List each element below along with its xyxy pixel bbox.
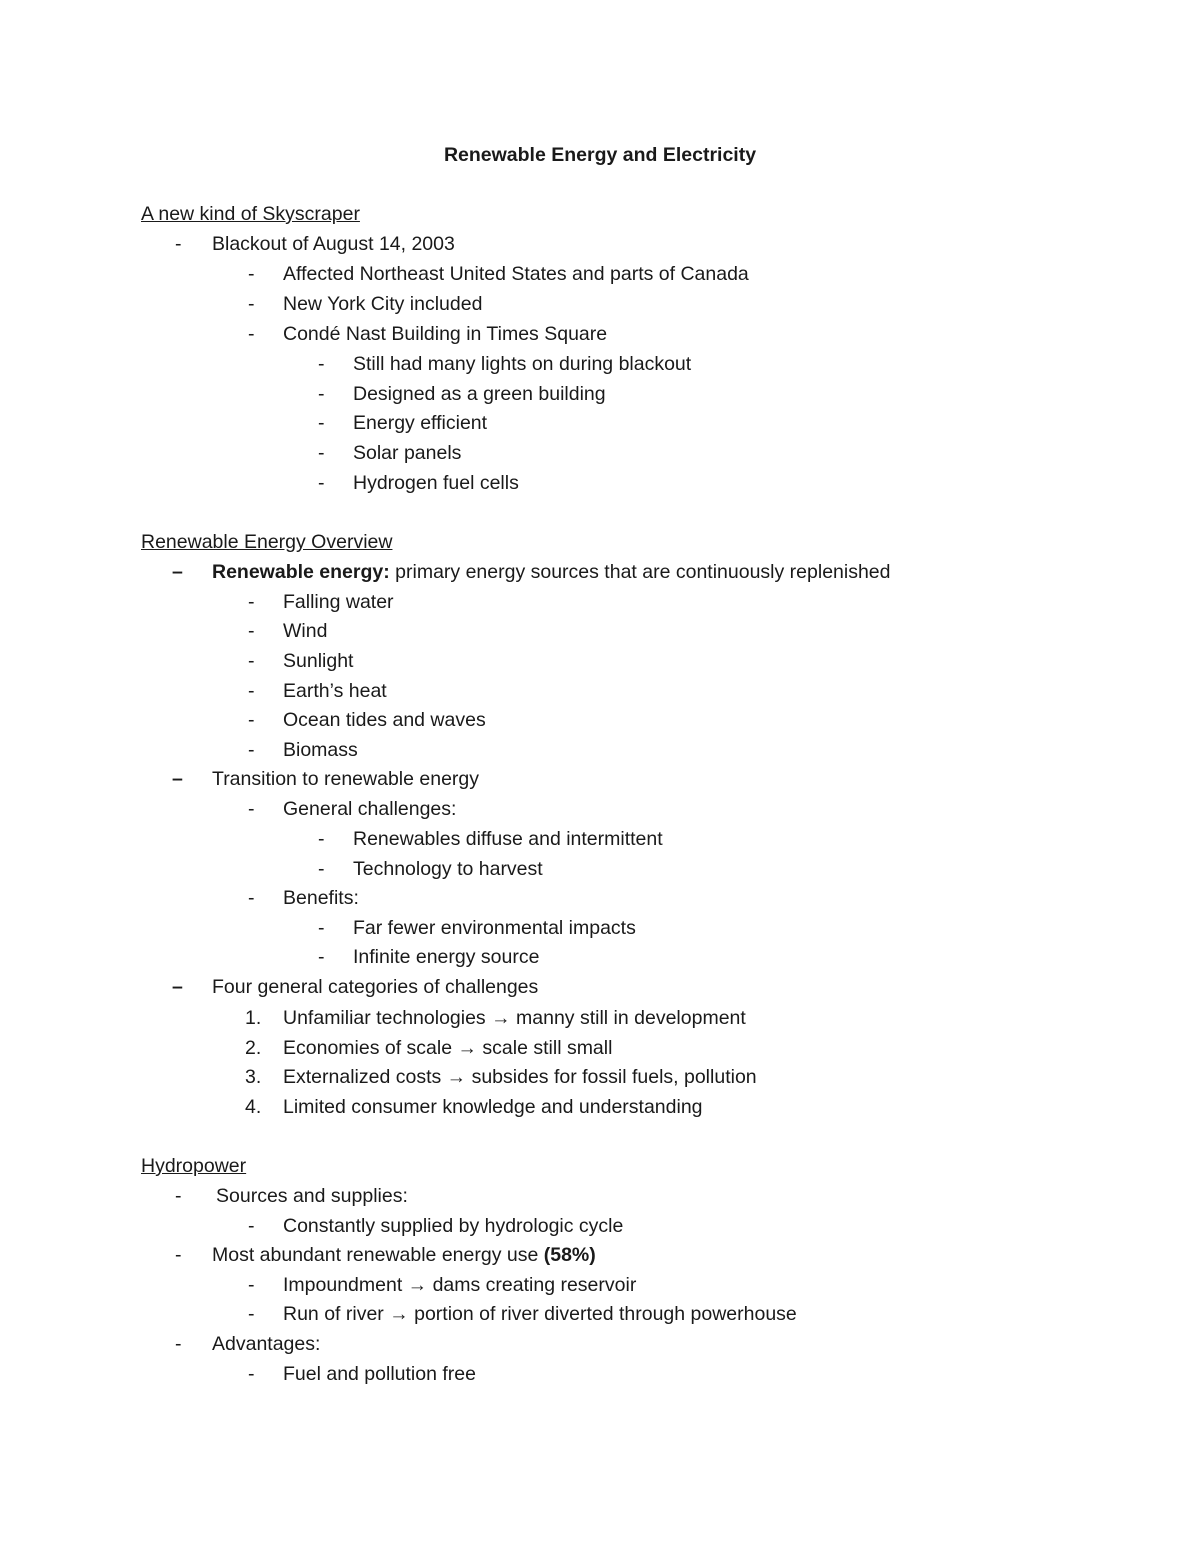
list-item-text: Transition to renewable energy bbox=[212, 768, 480, 790]
list-item-text: Advantages: bbox=[212, 1333, 321, 1355]
bullet-marker: - bbox=[318, 828, 325, 850]
list-item-text: Falling water bbox=[283, 591, 394, 613]
bullet-marker: - bbox=[248, 1303, 255, 1325]
list-item-text: Four general categories of challenges bbox=[212, 976, 539, 998]
bullet-marker: - bbox=[248, 1363, 255, 1385]
bullet-marker: - bbox=[248, 680, 255, 702]
section-heading-skyscraper: A new kind of Skyscraper bbox=[141, 203, 360, 225]
list-item-text: Wind bbox=[283, 620, 328, 642]
bullet-marker: - bbox=[175, 1244, 182, 1266]
list-item-text: Earth’s heat bbox=[283, 680, 387, 702]
number-marker: 4. bbox=[245, 1096, 262, 1118]
bullet-marker: - bbox=[318, 472, 325, 494]
bullet-marker: - bbox=[248, 323, 255, 345]
list-item-text: Unfamiliar technologies → manny still in development bbox=[283, 1007, 746, 1029]
bullet-marker: - bbox=[318, 353, 325, 375]
list-item-text: Impoundment → dams creating reservoir bbox=[283, 1274, 637, 1296]
number-marker: 3. bbox=[245, 1066, 262, 1088]
list-item-text: Benefits: bbox=[283, 887, 359, 909]
list-item-text: Externalized costs → subsides for fossil fuels, pollution bbox=[283, 1066, 757, 1088]
list-item-text: Blackout of August 14, 2003 bbox=[212, 233, 455, 255]
bullet-marker: - bbox=[248, 709, 255, 731]
list-item-text: Affected Northeast United States and parts of Canada bbox=[283, 263, 749, 285]
list-item-text: Economies of scale → scale still small bbox=[283, 1037, 613, 1059]
list-item-text: Constantly supplied by hydrologic cycle bbox=[283, 1215, 624, 1237]
list-item-text: New York City included bbox=[283, 293, 483, 315]
bullet-marker: – bbox=[172, 561, 183, 583]
list-item-text: Biomass bbox=[283, 739, 358, 761]
definition-text bbox=[212, 560, 891, 584]
bullet-marker: - bbox=[248, 591, 255, 613]
list-item-text: Still had many lights on during blackout bbox=[353, 353, 692, 375]
list-item-text: Hydrogen fuel cells bbox=[353, 472, 519, 494]
bullet-marker: – bbox=[172, 976, 183, 998]
bullet-marker: - bbox=[248, 1274, 255, 1296]
bullet-marker: - bbox=[318, 442, 325, 464]
bullet-marker: - bbox=[248, 1215, 255, 1237]
definition-term: Renewable energy: bbox=[212, 561, 390, 583]
number-marker: 2. bbox=[245, 1037, 262, 1059]
bullet-marker: – bbox=[172, 768, 183, 790]
bullet-marker: - bbox=[248, 293, 255, 315]
list-item-text: Ocean tides and waves bbox=[283, 709, 486, 731]
list-item-text: Sources and supplies: bbox=[216, 1185, 408, 1207]
list-item-text: Energy efficient bbox=[353, 412, 488, 434]
bullet-marker: - bbox=[175, 1333, 182, 1355]
list-item-text: General challenges: bbox=[283, 798, 457, 820]
list-item-text bbox=[212, 1243, 596, 1267]
bullet-marker: - bbox=[318, 917, 325, 939]
list-item-text: Fuel and pollution free bbox=[283, 1363, 476, 1385]
bullet-marker: - bbox=[248, 620, 255, 642]
bullet-marker: - bbox=[248, 263, 255, 285]
bullet-marker: - bbox=[318, 858, 325, 880]
list-item-text: Limited consumer knowledge and understanding bbox=[283, 1096, 703, 1118]
document-title: Renewable Energy and Electricity bbox=[443, 144, 757, 166]
bullet-marker: - bbox=[175, 233, 182, 255]
list-item-text: Sunlight bbox=[283, 650, 354, 672]
number-marker: 1. bbox=[245, 1007, 262, 1029]
list-item-text: Renewables diffuse and intermittent bbox=[353, 828, 663, 850]
bullet-marker: - bbox=[318, 383, 325, 405]
list-item-text: Designed as a green building bbox=[353, 383, 606, 405]
bullet-marker: - bbox=[248, 650, 255, 672]
section-heading-renewable-overview: Renewable Energy Overview bbox=[141, 531, 393, 553]
definition-body: primary energy sources that are continuously replenished bbox=[389, 561, 891, 583]
list-item-text: Run of river → portion of river diverted through powerhouse bbox=[283, 1303, 797, 1325]
percentage-emphasis: (58%) bbox=[543, 1244, 596, 1266]
bullet-marker: - bbox=[248, 887, 255, 909]
list-item-text: Far fewer environmental impacts bbox=[353, 917, 636, 939]
bullet-marker: - bbox=[318, 946, 325, 968]
list-item-body: Most abundant renewable energy use bbox=[212, 1244, 544, 1266]
bullet-marker: - bbox=[248, 739, 255, 761]
list-item-text: Solar panels bbox=[353, 442, 462, 464]
list-item-text: Infinite energy source bbox=[353, 946, 540, 968]
bullet-marker: - bbox=[175, 1185, 182, 1207]
section-heading-hydropower: Hydropower bbox=[141, 1155, 247, 1177]
list-item-text: Technology to harvest bbox=[353, 858, 543, 880]
list-item-text: Condé Nast Building in Times Square bbox=[283, 323, 608, 345]
bullet-marker: - bbox=[248, 798, 255, 820]
bullet-marker: - bbox=[318, 412, 325, 434]
